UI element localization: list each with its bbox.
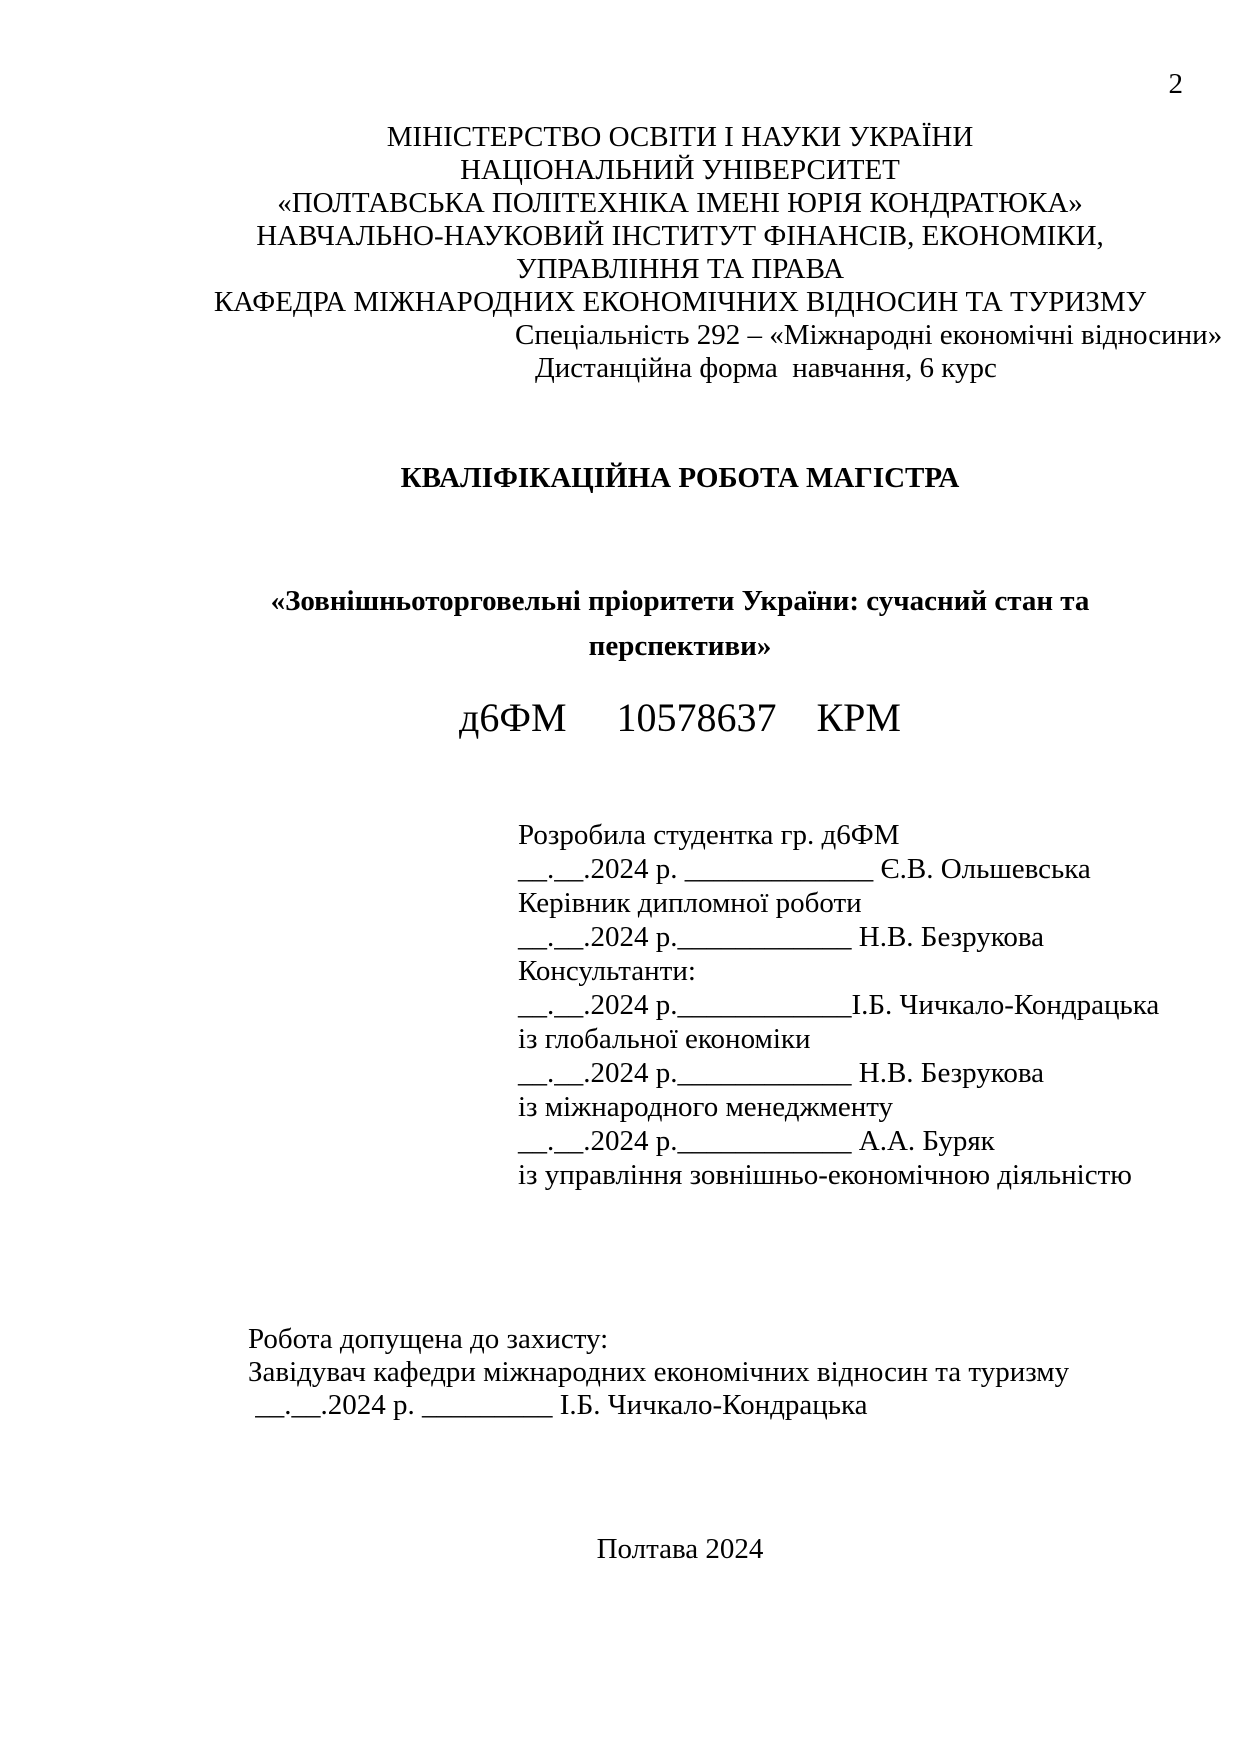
university-header [177, 121, 1223, 385]
signature-line-consultant-1-subject: із глобальної економіки [518, 1023, 811, 1055]
signature-line-consultant-3-subject: із управління зовнішньо-економічною діяльністю [518, 1159, 1132, 1191]
header-line-specialty: Спеціальність 292 – «Міжнародні економічні відносини» [515, 319, 1223, 351]
signature-line-developer-sign: __.__.2024 р. _____________ Є.В. Ольшевська [518, 853, 1091, 885]
thesis-title-line-1: «Зовнішньоторговельні пріоритети України: сучасний стан та [270, 585, 1090, 617]
signature-line-supervisor-sign: __.__.2024 р.____________ Н.В. Безрукова [518, 921, 1045, 953]
signature-line-consultant-2-subject: із міжнародного менеджменту [518, 1091, 894, 1123]
signature-line-consultant-1-sign: __.__.2024 р.____________І.Б. Чичкало-Кондрацька [518, 989, 1160, 1021]
header-line-department: КАФЕДРА МІЖНАРОДНИХ ЕКОНОМІЧНИХ ВІДНОСИН ТА ТУРИЗМУ [213, 286, 1147, 318]
signature-block [518, 818, 1159, 1192]
work-type-heading: КВАЛІФІКАЦІЙНА РОБОТА МАГІСТРА [400, 462, 960, 494]
thesis-title [177, 579, 1183, 669]
header-line-university: НАЦІОНАЛЬНИЙ УНІВЕРСИТЕТ [460, 154, 900, 186]
approval-block [248, 1323, 1069, 1422]
page-number: 2 [1168, 68, 1183, 100]
signature-line-consultants: Консультанти: [518, 955, 696, 987]
header-line-ministry: МІНІСТЕРСТВО ОСВІТИ І НАУКИ УКРАЇНИ [386, 121, 974, 153]
approval-line-head-title: Завідувач кафедри міжнародних економічних відносин та туризму [248, 1356, 1070, 1388]
city-year-line: Полтава 2024 [596, 1533, 764, 1565]
signature-line-consultant-3-sign: __.__.2024 р.____________ А.А. Буряк [518, 1125, 995, 1157]
approval-line-head-sign: __.__.2024 р. _________ І.Б. Чичкало-Кондрацька [248, 1389, 868, 1421]
thesis-title-line-2: перспективи» [588, 630, 772, 662]
header-line-university-name: «ПОЛТАВСЬКА ПОЛІТЕХНІКА ІМЕНІ ЮРІЯ КОНДРАТЮКА» [277, 187, 1083, 219]
signature-line-developer: Розробила студентка гр. д6ФМ [518, 819, 900, 851]
approval-line-admitted: Робота допущена до захисту: [248, 1323, 609, 1355]
header-line-study-form: Дистанційна форма навчання, 6 курс [535, 352, 997, 384]
header-line-institute-cont: УПРАВЛІННЯ ТА ПРАВА [515, 253, 845, 285]
signature-line-supervisor: Керівник дипломної роботи [518, 887, 862, 919]
signature-line-consultant-2-sign: __.__.2024 р.____________ Н.В. Безрукова [518, 1057, 1045, 1089]
header-line-institute: НАВЧАЛЬНО-НАУКОВИЙ ІНСТИТУТ ФІНАНСІВ, ЕКОНОМІКИ, [256, 220, 1104, 252]
thesis-code-line: д6ФМ 10578637 КРМ [458, 695, 901, 740]
